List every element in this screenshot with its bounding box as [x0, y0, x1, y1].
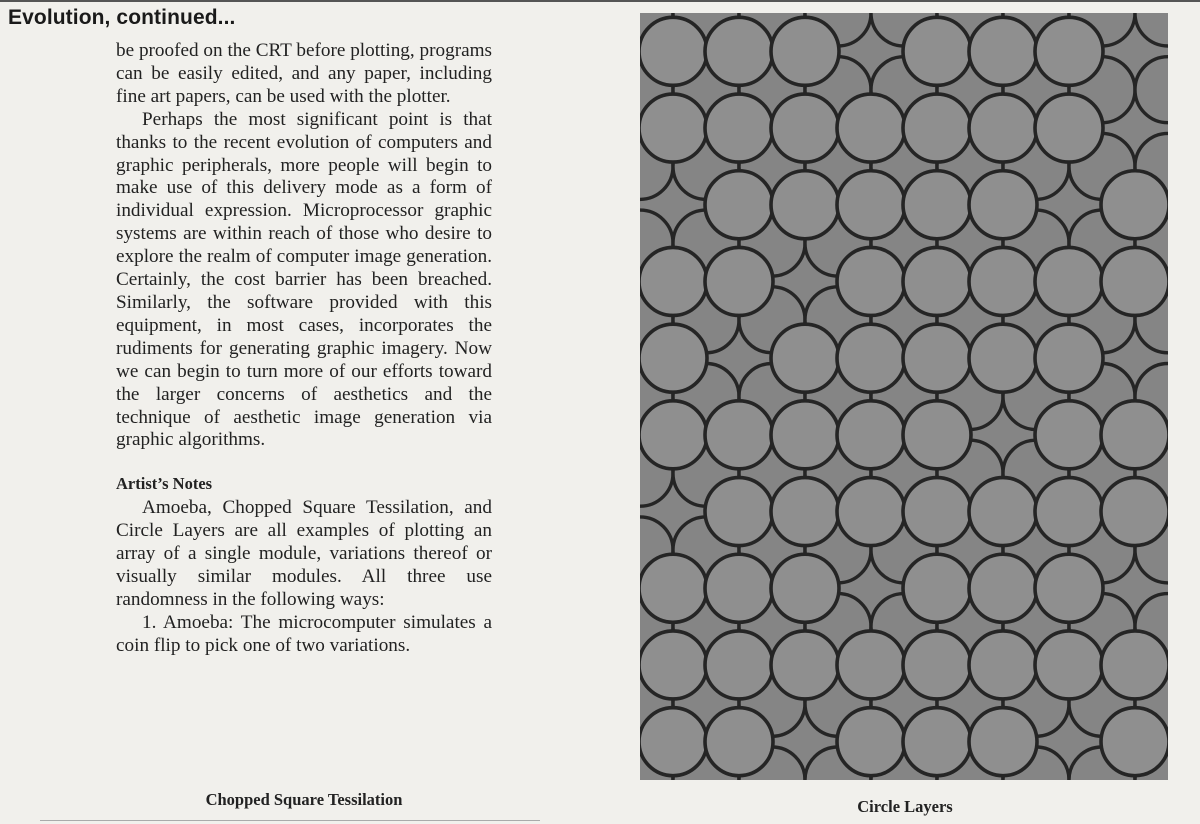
top-circle	[1101, 171, 1168, 239]
page-header: Evolution, continued...	[8, 6, 236, 29]
top-circle	[903, 247, 971, 315]
notes-paragraph-2: 1. Amoeba: The microcomputer simulates a coin flip to pick one of two variations.	[116, 611, 492, 656]
article-column	[116, 40, 492, 658]
top-circle	[1035, 478, 1103, 546]
top-circle	[1101, 708, 1168, 776]
paragraph-2: Perhaps the most significant point is that thanks to the recent evolution of computers and graphic peripherals, more people will begin to make use of this delivery mode as a form of individual expression. Microprocessor graphic systems are within reach of those who desire to explore the realm of computer image generation. Certainly, the cost barrier has been breached. Similarly, the software provided with this equipment, in most cases, incorporates the rudiments for generating graphic imagery. Now we can begin to turn more of our efforts toward the larger concerns of aesthetics and the technique of aesthetic image generation via graphic algorithms.	[116, 108, 492, 451]
top-circle	[837, 708, 905, 776]
top-circle	[837, 631, 905, 699]
top-circle	[1101, 247, 1168, 315]
top-circle	[903, 631, 971, 699]
top-circle	[771, 401, 839, 469]
top-circle	[837, 171, 905, 239]
top-circle	[705, 478, 773, 546]
top-circle	[969, 708, 1037, 776]
top-circle	[1035, 401, 1103, 469]
top-circle	[903, 554, 971, 622]
under-circle	[1135, 13, 1168, 46]
top-circle	[969, 17, 1037, 85]
top-circle	[705, 247, 773, 315]
top-circle	[1035, 324, 1103, 392]
under-circle	[1135, 57, 1168, 123]
top-circle	[705, 171, 773, 239]
top-circle	[1101, 478, 1168, 546]
top-circle	[771, 324, 839, 392]
top-circle	[705, 94, 773, 162]
top-circle	[969, 94, 1037, 162]
section-heading: Artist’s Notes	[116, 474, 213, 494]
top-circle	[1035, 247, 1103, 315]
top-circle	[903, 401, 971, 469]
top-circle	[837, 324, 905, 392]
top-circle	[903, 171, 971, 239]
bottom-rule	[40, 820, 540, 821]
top-circle	[837, 478, 905, 546]
top-circle	[1101, 401, 1168, 469]
top-circle	[705, 17, 773, 85]
top-circle	[640, 708, 707, 776]
notes-paragraph-1: Amoeba, Chopped Square Tessilation, and Circle Layers are all examples of plotting an array of a single module, variations thereof or visually similar modules. All three use randomness in the following ways:	[116, 497, 492, 610]
top-circle	[903, 708, 971, 776]
top-circle	[640, 94, 707, 162]
circle-layers-artwork	[640, 13, 1168, 780]
top-circle	[705, 708, 773, 776]
circle-layers-svg	[640, 13, 1168, 780]
top-circle	[837, 401, 905, 469]
top-circle	[1035, 554, 1103, 622]
top-circle	[771, 17, 839, 85]
top-circle	[705, 401, 773, 469]
top-circle	[903, 94, 971, 162]
top-circle	[969, 631, 1037, 699]
top-circle	[640, 17, 707, 85]
top-circle	[640, 324, 707, 392]
top-circle	[640, 554, 707, 622]
caption-chopped-square-tessilation: Chopped Square Tessilation	[205, 790, 403, 809]
top-circle	[771, 554, 839, 622]
top-circle	[837, 94, 905, 162]
caption-circle-layers: Circle Layers	[857, 797, 953, 816]
top-circle	[903, 478, 971, 546]
top-circle	[969, 554, 1037, 622]
top-circle	[705, 554, 773, 622]
top-circle	[771, 478, 839, 546]
top-circle	[771, 631, 839, 699]
top-circle	[1035, 17, 1103, 85]
top-circle	[771, 94, 839, 162]
top-circle	[969, 171, 1037, 239]
top-circle	[1035, 631, 1103, 699]
top-circle	[969, 324, 1037, 392]
top-circle	[771, 171, 839, 239]
top-circle	[969, 247, 1037, 315]
top-circle	[640, 631, 707, 699]
top-circle	[1035, 94, 1103, 162]
top-circle	[705, 631, 773, 699]
top-circle	[640, 247, 707, 315]
top-circle	[1101, 631, 1168, 699]
top-circle	[969, 478, 1037, 546]
paragraph-1: be proofed on the CRT before plotting, programs can be easily edited, and any paper, including fine art papers, can be used with the plotter.	[116, 40, 492, 107]
top-circle	[640, 401, 707, 469]
top-circle	[903, 17, 971, 85]
top-circle	[837, 247, 905, 315]
top-circle	[903, 324, 971, 392]
top-rule	[0, 0, 1200, 2]
